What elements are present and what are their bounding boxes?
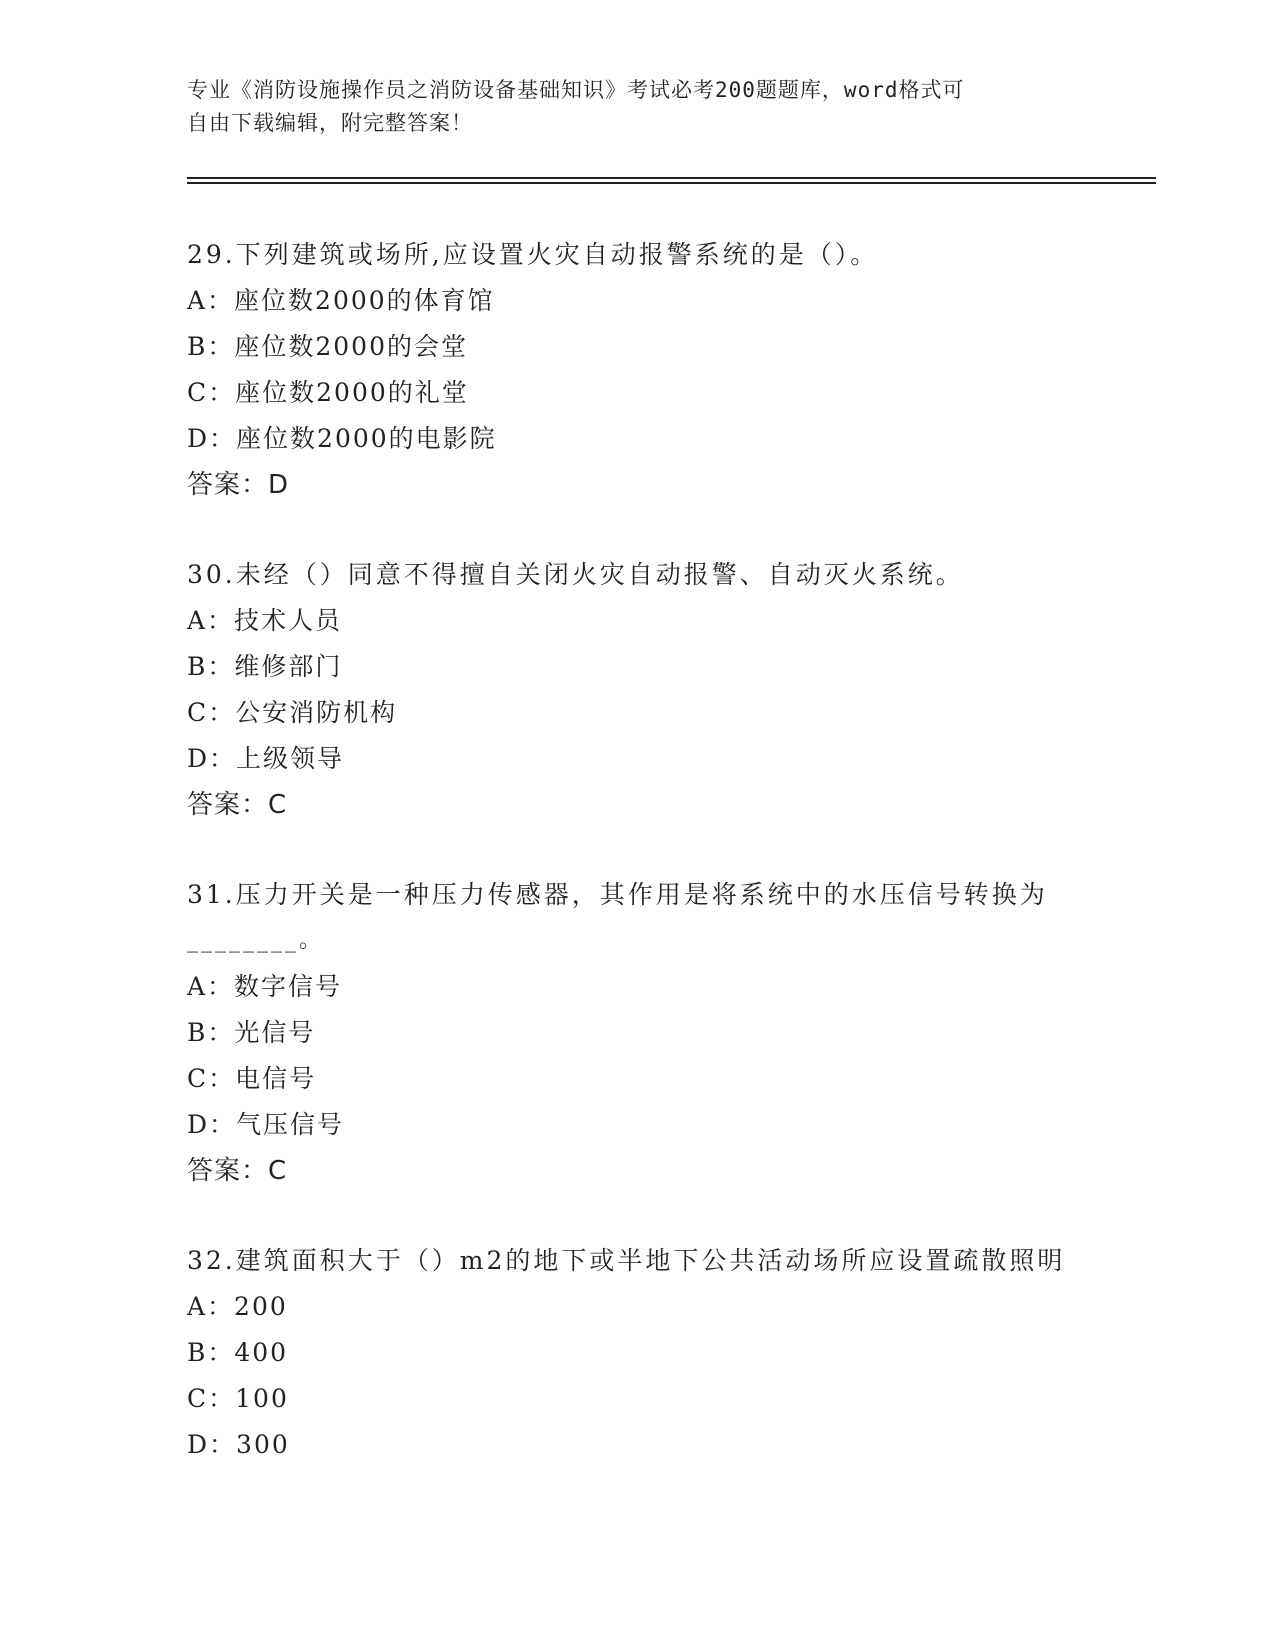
option-a: A：200: [187, 1292, 288, 1321]
question-29: [187, 232, 1087, 508]
option-a: A：技术人员: [187, 606, 343, 635]
question-30: [187, 552, 1087, 828]
answer: 答案：C: [187, 1156, 288, 1186]
question-text: 29.下列建筑或场所,应设置火灾自动报警系统的是（）。: [187, 240, 879, 269]
option-c: C：座位数2000的礼堂: [187, 378, 469, 407]
question-text-blank: ________。: [187, 928, 325, 953]
option-c: C：电信号: [187, 1064, 317, 1093]
header-divider-top: [187, 177, 1156, 179]
option-c: C：公安消防机构: [187, 698, 398, 727]
option-a: A：数字信号: [187, 972, 343, 1001]
question-text: 30.未经（）同意不得擅自关闭火灾自动报警、自动灭火系统。: [187, 560, 964, 589]
question-text: 32.建筑面积大于（）m2的地下或半地下公共活动场所应设置疏散照明: [187, 1246, 1066, 1275]
header-line-2: 自由下载编辑，附完整答案！: [187, 111, 473, 135]
header-divider-bottom: [187, 182, 1156, 184]
option-b: B：座位数2000的会堂: [187, 332, 468, 361]
answer: 答案：D: [187, 470, 290, 500]
option-b: B：光信号: [187, 1018, 316, 1047]
option-b: B：维修部门: [187, 652, 343, 681]
question-32: [187, 1238, 1087, 1468]
option-a: A：座位数2000的体育馆: [187, 286, 495, 315]
answer: 答案：C: [187, 790, 288, 820]
option-d: D：座位数2000的电影院: [187, 424, 497, 453]
question-31: [187, 872, 1087, 1194]
question-text: 31.压力开关是一种压力传感器，其作用是将系统中的水压信号转换为: [187, 880, 1048, 909]
option-b: B：400: [187, 1338, 289, 1367]
header-line-1: 专业《消防设施操作员之消防设备基础知识》考试必考200题题库，word格式可: [187, 78, 965, 102]
option-d: D：300: [187, 1430, 290, 1459]
option-d: D：气压信号: [187, 1110, 345, 1139]
option-c: C：100: [187, 1384, 289, 1413]
document-header: [187, 74, 1087, 140]
option-d: D：上级领导: [187, 744, 345, 773]
